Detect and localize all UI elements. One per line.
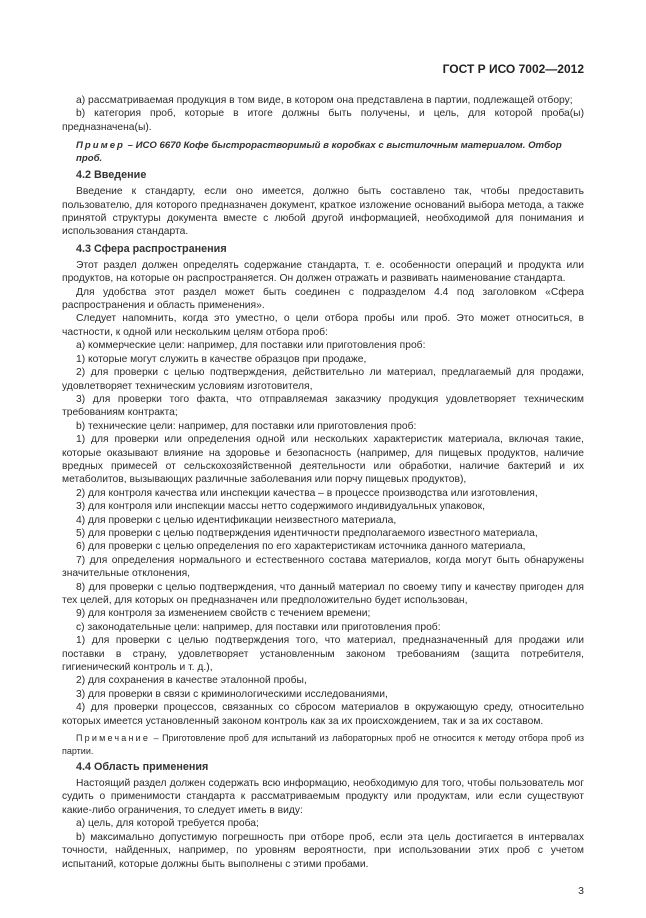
paragraph: а) цель, для которой требуется проба; — [76, 818, 259, 830]
paragraph: 8) для проверки с целью подтверждения, что данный материал по своему типу и качеству пригоден для тех целей, для которых он предназначен или предположительно будет использован, — [62, 581, 584, 606]
document-header-id: ГОСТ Р ИСО 7002—2012 — [442, 62, 584, 76]
page-number: 3 — [578, 884, 584, 897]
page-column — [62, 94, 584, 918]
paragraph: b) категория проб, которые в итоге должны быть получены, и цель, для которой проба(ы) предназначена(ы). — [62, 108, 584, 133]
paragraph: 5) для проверки с целью подтверждения идентичности предполагаемого известного материала, — [76, 527, 538, 539]
paragraph: с) законодательные цели: например, для поставки или приготовления проб: — [76, 621, 441, 633]
paragraph: Этот раздел должен определять содержание стандарта, т. е. особенности операций и продукта или продуктов, на которые он распространяется. Он должен отражать и развивать наименование стандарта. — [62, 259, 584, 285]
paragraph: 6) для проверки с целью определения по его характеристикам источника данного материала, — [76, 541, 526, 553]
section-heading: 4.3 Сфера распространения — [76, 242, 227, 255]
section-heading: 4.4 Область применения — [76, 761, 209, 774]
paragraph: 7) для определения нормального и естественного состава материалов, когда могут быть обнаружены значительные отклонения, — [62, 554, 584, 580]
paragraph: 2) для проверки с целью подтверждения, действительно ли материал, предлагаемый для продажи, удовлетворяет техническим условиям изготовителя, — [62, 367, 584, 392]
paragraph: Для удобства этот раздел может быть соединен с подразделом 4.4 под заголовком «Сфера распространения и область применения». — [62, 286, 584, 312]
paragraph: Следует напомнить, когда это уместно, о цели отбора пробы или проб. Это может относиться, в частности, к одной или нескольким целям отбора проб: — [62, 313, 584, 338]
paragraph: 4) для проверки процессов, связанных со сбросом материалов в окружающую среду, относительно которых имеется установленный законом контроль как за их происхождением, так и за их составом. — [62, 702, 584, 727]
paragraph: Настоящий раздел должен содержать всю информацию, необходимую для того, чтобы пользователь мог судить о применимости стандарта к рассматриваемым продукту или продуктам, или если существуют какие-либо ограничения, то следует иметь в виду: — [62, 778, 584, 816]
paragraph: 2) для контроля качества или инспекции качества – в процессе производства или изготовления, — [76, 487, 538, 499]
note-label: Пример — [76, 140, 125, 152]
paragraph: 1) для проверки или определения одной или нескольких характеристик материала, включая такие, которые оказывают влияние на здоровье и безопасность (например, для пищевых продуктов, наличие вредных примесей от сельскохозяйственной деятельности или обработки, наличие бактерий и их метаболитов, вызывающих различные заболевания или порчу пищевых продуктов), — [62, 434, 584, 486]
paragraph: а) рассматриваемая продукция в том виде, в котором она представлена в партии, подлежащей отбору; — [76, 95, 573, 106]
paragraph: 3) для проверки того факта, что отправляемая заказчику продукция удовлетворяет техническим требованиям контракта; — [62, 393, 584, 419]
paragraph: 2) для сохранения в качестве эталонной пробы, — [76, 675, 307, 687]
paragraph: 3) для контроля или инспекции массы нетто содержимого индивидуальных упаковок, — [76, 501, 485, 513]
note — [62, 732, 584, 757]
note-label: Примечание — [76, 733, 151, 744]
note-text: – ИСО 6670 Кофе быстрорастворимый в коробках с выстилочным материалом. Отбор проб. — [76, 140, 562, 165]
paragraph: 1) для проверки с целью подтверждения того, что материал, предназначенный для продажи или поставки в страну, удовлетворяет установленным законом требованиям (защита потребителя, гигиенический контроль и т. д.), — [62, 635, 584, 674]
paragraph: Введение к стандарту, если оно имеется, должно быть составлено так, чтобы предоставить пользователю, для которого предназначен документ, краткое изложение оснований выбора метода, а также принятой структуры документа вместе с любой другой информацией, необходимой для понимания и использования стандарта. — [62, 186, 584, 238]
paragraph: а) коммерческие цели: например, для поставки или приготовления проб: — [76, 340, 426, 352]
paragraph: 3) для проверки в связи с криминологическими исследованиями, — [76, 688, 388, 700]
example-note — [76, 139, 584, 165]
paragraph: 9) для контроля за изменением свойств с течением времени; — [76, 608, 371, 620]
document-body — [62, 94, 584, 871]
paragraph: b) технические цели: например, для поставки или приготовления проб: — [76, 420, 417, 432]
paragraph: 1) которые могут служить в качестве образцов при продаже, — [76, 353, 367, 365]
note-text: – Приготовление проб для испытаний из лабораторных проб не относится к методу отбора проб из партии. — [62, 733, 584, 756]
paragraph: 4) для проверки с целью идентификации неизвестного материала, — [76, 514, 397, 526]
paragraph: b) максимально допустимую погрешность при отборе проб, если эта цель достигается в интервалах точности, найденных, например, по уровням вероятности, при использовании этих проб с учетом испытаний, которые должны быть выполнены с этими пробами. — [62, 831, 584, 870]
section-heading: 4.2 Введение — [76, 169, 147, 182]
